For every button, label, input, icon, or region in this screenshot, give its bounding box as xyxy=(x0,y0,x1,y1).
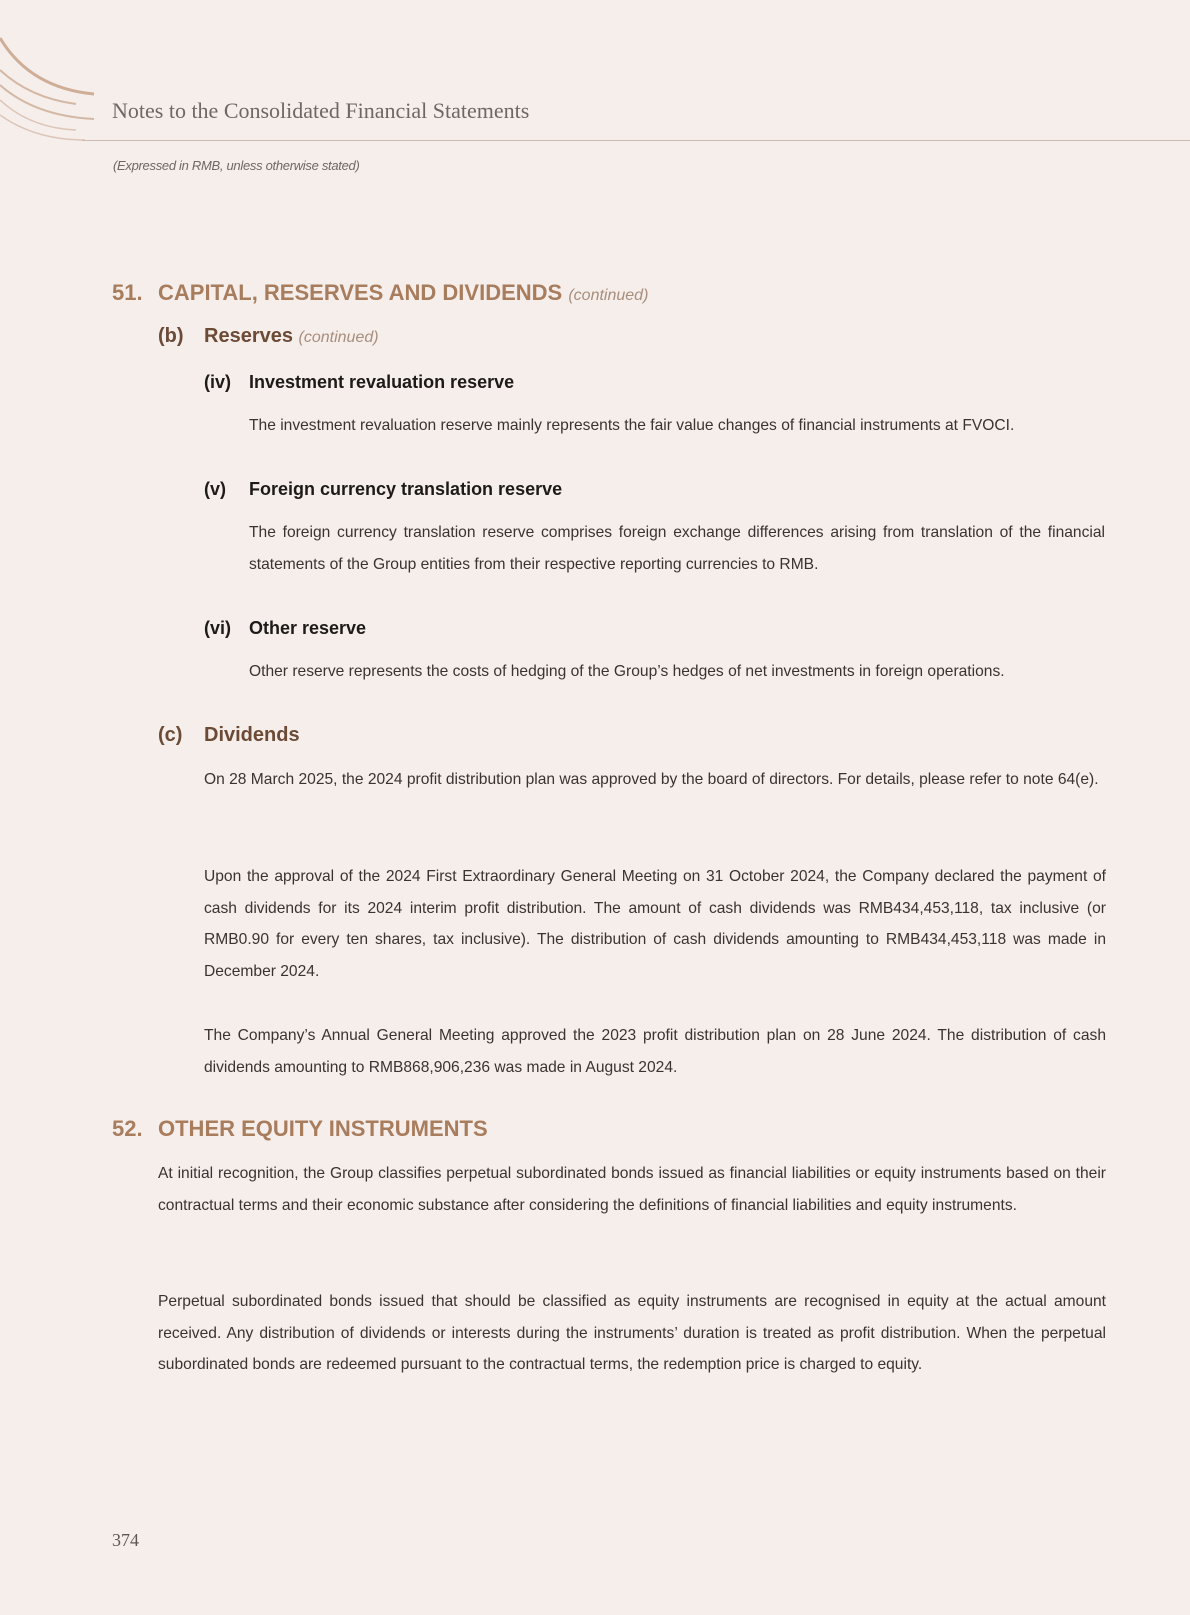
item-vi-text: Other reserve represents the costs of hedging of the Group’s hedges of net investments in foreign operations. xyxy=(249,663,1005,680)
header-divider xyxy=(82,140,1190,141)
subsection-c-heading xyxy=(158,724,300,747)
corner-arc-decoration xyxy=(0,0,100,150)
item-vi-heading xyxy=(204,618,366,639)
page-number: 374 xyxy=(112,1530,139,1550)
continued-label: (continued) xyxy=(568,287,649,304)
section-51-heading xyxy=(112,280,648,306)
equity-paragraph-1: At initial recognition, the Group classifies perpetual subordinated bonds issued as financial liabilities or equity instruments based on their contractual terms and their economic substance after considering the definitions of financial liabilities and equity instruments. xyxy=(158,1165,1106,1214)
section-number: 52. xyxy=(112,1116,143,1141)
subsection-number: (c) xyxy=(158,724,183,746)
dividends-paragraph-1: On 28 March 2025, the 2024 profit distribution plan was approved by the board of directors. For details, please refer to note 64(e). xyxy=(204,771,1099,788)
item-iv-text: The investment revaluation reserve mainly represents the fair value changes of financial instruments at FVOCI. xyxy=(249,417,1015,434)
equity-paragraph-2: Perpetual subordinated bonds issued that should be classified as equity instruments are recognised in equity at the actual amount received. Any distribution of dividends or interests during the instruments’ duration is treated as profit distribution. When the perpetual subordinated bonds are redeemed pursuant to the contractual terms, the redemption price is charged to equity. xyxy=(158,1293,1106,1373)
section-number: 51. xyxy=(112,280,143,305)
item-v-heading xyxy=(204,479,562,500)
item-title: Foreign currency translation reserve xyxy=(249,479,563,499)
continued-label: (continued) xyxy=(298,329,379,346)
section-title: CAPITAL, RESERVES AND DIVIDENDS xyxy=(158,280,563,305)
item-number: (v) xyxy=(204,479,226,499)
subsection-title: Reserves xyxy=(204,325,293,347)
subsection-b-heading xyxy=(158,325,379,348)
item-number: (vi) xyxy=(204,618,231,638)
currency-note: (Expressed in RMB, unless otherwise stated) xyxy=(113,158,360,173)
item-title: Other reserve xyxy=(249,618,367,638)
item-title: Investment revaluation reserve xyxy=(249,372,515,392)
subsection-number: (b) xyxy=(158,325,184,347)
dividends-paragraph-2: Upon the approval of the 2024 First Extraordinary General Meeting on 31 October 2024, the Company declared the payment of cash dividends for its 2024 interim profit distribution. The amount of cash dividends was RMB434,453,118, tax inclusive (or RMB0.90 for every ten shares, tax inclusive). The distribution of cash dividends amounting to RMB434,453,118 was made in December 2024. xyxy=(204,868,1106,980)
item-number: (iv) xyxy=(204,372,231,392)
item-v-text: The foreign currency translation reserve comprises foreign exchange differences arising from translation of the financial statements of the Group entities from their respective reporting currencies to RMB. xyxy=(249,524,1105,573)
item-iv-heading xyxy=(204,372,514,393)
dividends-paragraph-3: The Company’s Annual General Meeting approved the 2023 profit distribution plan on 28 June 2024. The distribution of cash dividends amounting to RMB868,906,236 was made in August 2024. xyxy=(204,1027,1106,1076)
section-title: OTHER EQUITY INSTRUMENTS xyxy=(158,1116,488,1141)
section-52-heading xyxy=(112,1116,488,1142)
running-header-title: Notes to the Consolidated Financial Statements xyxy=(112,98,530,123)
subsection-title: Dividends xyxy=(204,724,300,746)
